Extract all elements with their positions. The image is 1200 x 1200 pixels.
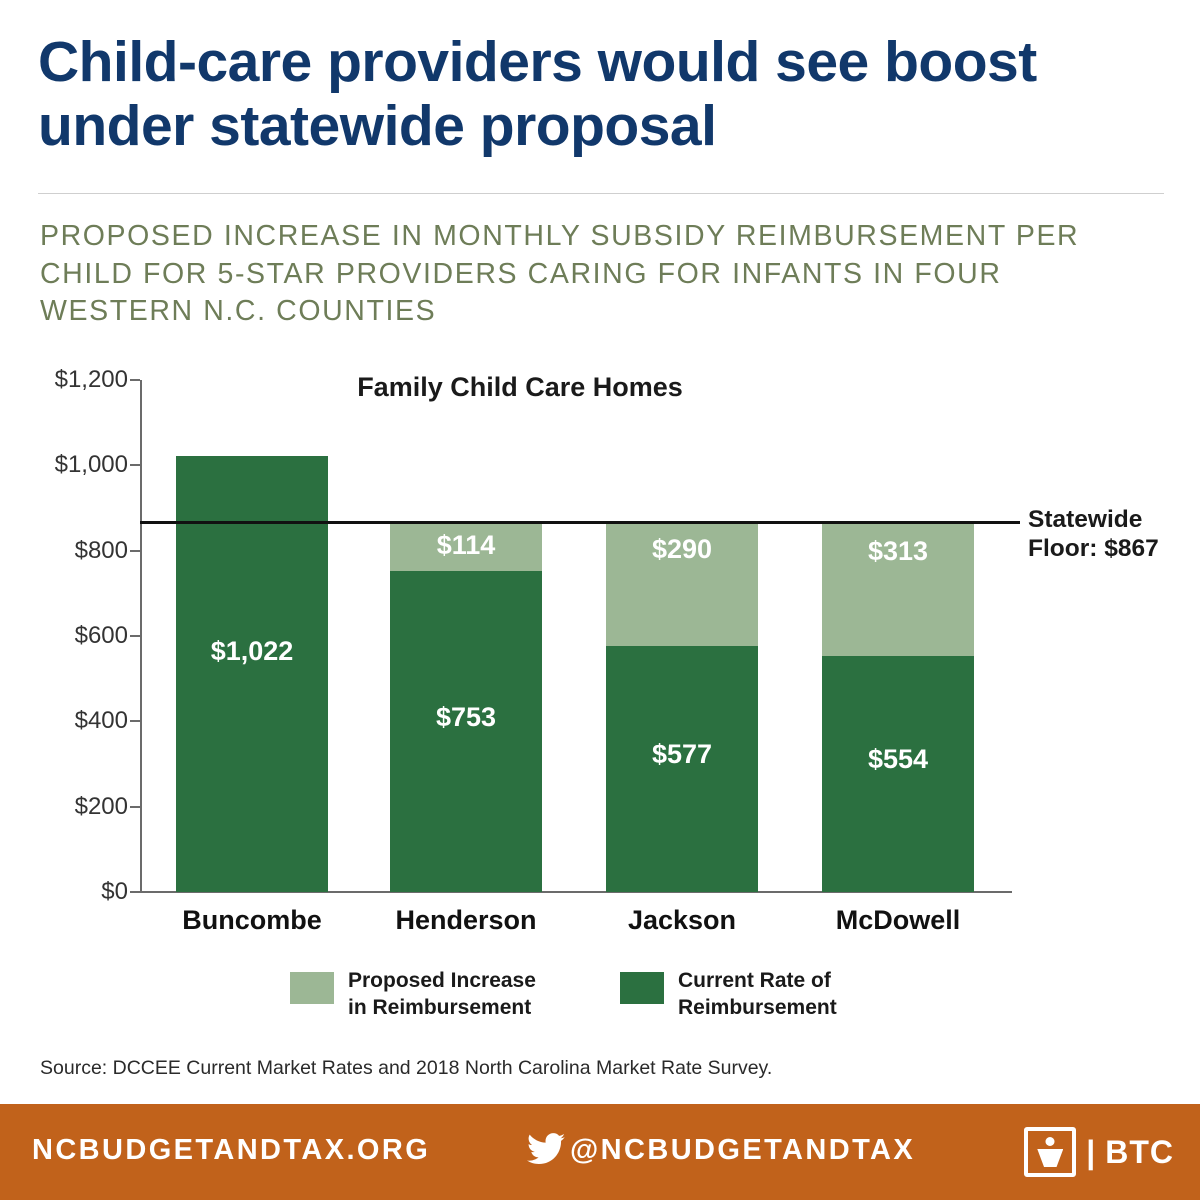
legend-swatch-current-rate [620,972,664,1004]
footer-twitter-handle[interactable]: @NCBUDGETANDTAX [570,1134,916,1166]
y-tick-label-0: $0 [101,878,128,905]
legend-label-current-rate-line2: Reimbursement [678,995,837,1019]
y-tick-label-1200: $1,200 [54,366,128,393]
bar-mcdowell [822,522,974,892]
legend-label-proposed-increase-line1: Proposed Increase [348,969,536,992]
bar-label-current-buncombe: $1,022 [210,635,294,666]
y-tick-mark-400 [130,720,140,722]
y-tick-label-200: $200 [74,792,128,820]
statewide-floor-label-line1: Statewide [1028,506,1143,533]
x-label-mcdowell: McDowell [835,905,961,935]
bar-label-current-jackson: $577 [651,738,713,769]
bar-label-current-henderson: $753 [435,701,497,732]
bar-segment-current-jackson [606,646,758,892]
chart [0,360,1200,1050]
bar-segment-increase-mcdowell [822,522,974,656]
y-tick-mark-0 [130,891,140,893]
bar-segment-current-henderson [390,571,542,892]
bar-segment-increase-jackson [606,522,758,646]
y-tick-label-800: $800 [74,536,128,564]
statewide-floor-label-line2: Floor: $867 [1028,535,1159,563]
y-tick-mark-1200 [130,379,140,381]
page-title: Child-care providers would see boost under statewide proposal [38,30,1037,159]
source-note: Source: DCCEE Current Market Rates and 2018 North Carolina Market Rate Survey. [40,1057,773,1079]
statewide-floor-line [140,521,1020,524]
chart-title: Family Child Care Homes [357,372,683,402]
logo-text: BTC [1105,1133,1174,1170]
legend-label-proposed-increase [348,968,578,1022]
bar-label-increase-mcdowell: $313 [867,536,929,567]
x-label-jackson: Jackson [627,905,737,935]
btc-logo [1024,1126,1174,1178]
title-divider [38,193,1164,194]
legend-swatch-proposed-increase [290,972,334,1004]
btc-person-icon [1024,1127,1076,1177]
bar-jackson [606,522,758,892]
y-tick-mark-800 [130,550,140,552]
y-tick-mark-200 [130,806,140,808]
twitter-icon [527,1132,565,1166]
bar-label-increase-henderson: $114 [436,530,496,561]
bar-segment-increase-henderson [390,522,542,571]
logo-divider: | [1086,1133,1096,1170]
bar-segment-current-mcdowell [822,656,974,892]
bar-label-increase-jackson: $290 [651,534,713,565]
footer-bar [0,1104,1200,1200]
y-tick-mark-600 [130,635,140,637]
y-tick-label-600: $600 [74,622,128,649]
legend-label-current-rate [678,968,908,1022]
bar-henderson [390,522,542,892]
x-label-henderson: Henderson [395,905,537,935]
y-axis-line [140,380,142,892]
page-subtitle: PROPOSED INCREASE IN MONTHLY SUBSIDY REIMBURSEMENT PER CHILD FOR 5-STAR PROVIDERS CARING FOR INFANTS IN FOUR WESTERN N.C. COUNTIES [40,220,1080,328]
legend-label-proposed-increase-line2: in Reimbursement [348,995,532,1019]
legend-label-current-rate-line1: Current Rate of [678,969,831,992]
y-tick-label-400: $400 [74,707,128,735]
y-tick-mark-1000 [130,464,140,466]
chart-legend [0,968,1200,1038]
bar-label-current-mcdowell: $554 [867,743,929,774]
statewide-floor-label [1028,505,1198,564]
x-label-buncombe: Buncombe [182,905,322,935]
footer-website-link[interactable]: NCBUDGETANDTAX.ORG [32,1134,431,1166]
y-tick-label-1000: $1,000 [54,451,128,479]
